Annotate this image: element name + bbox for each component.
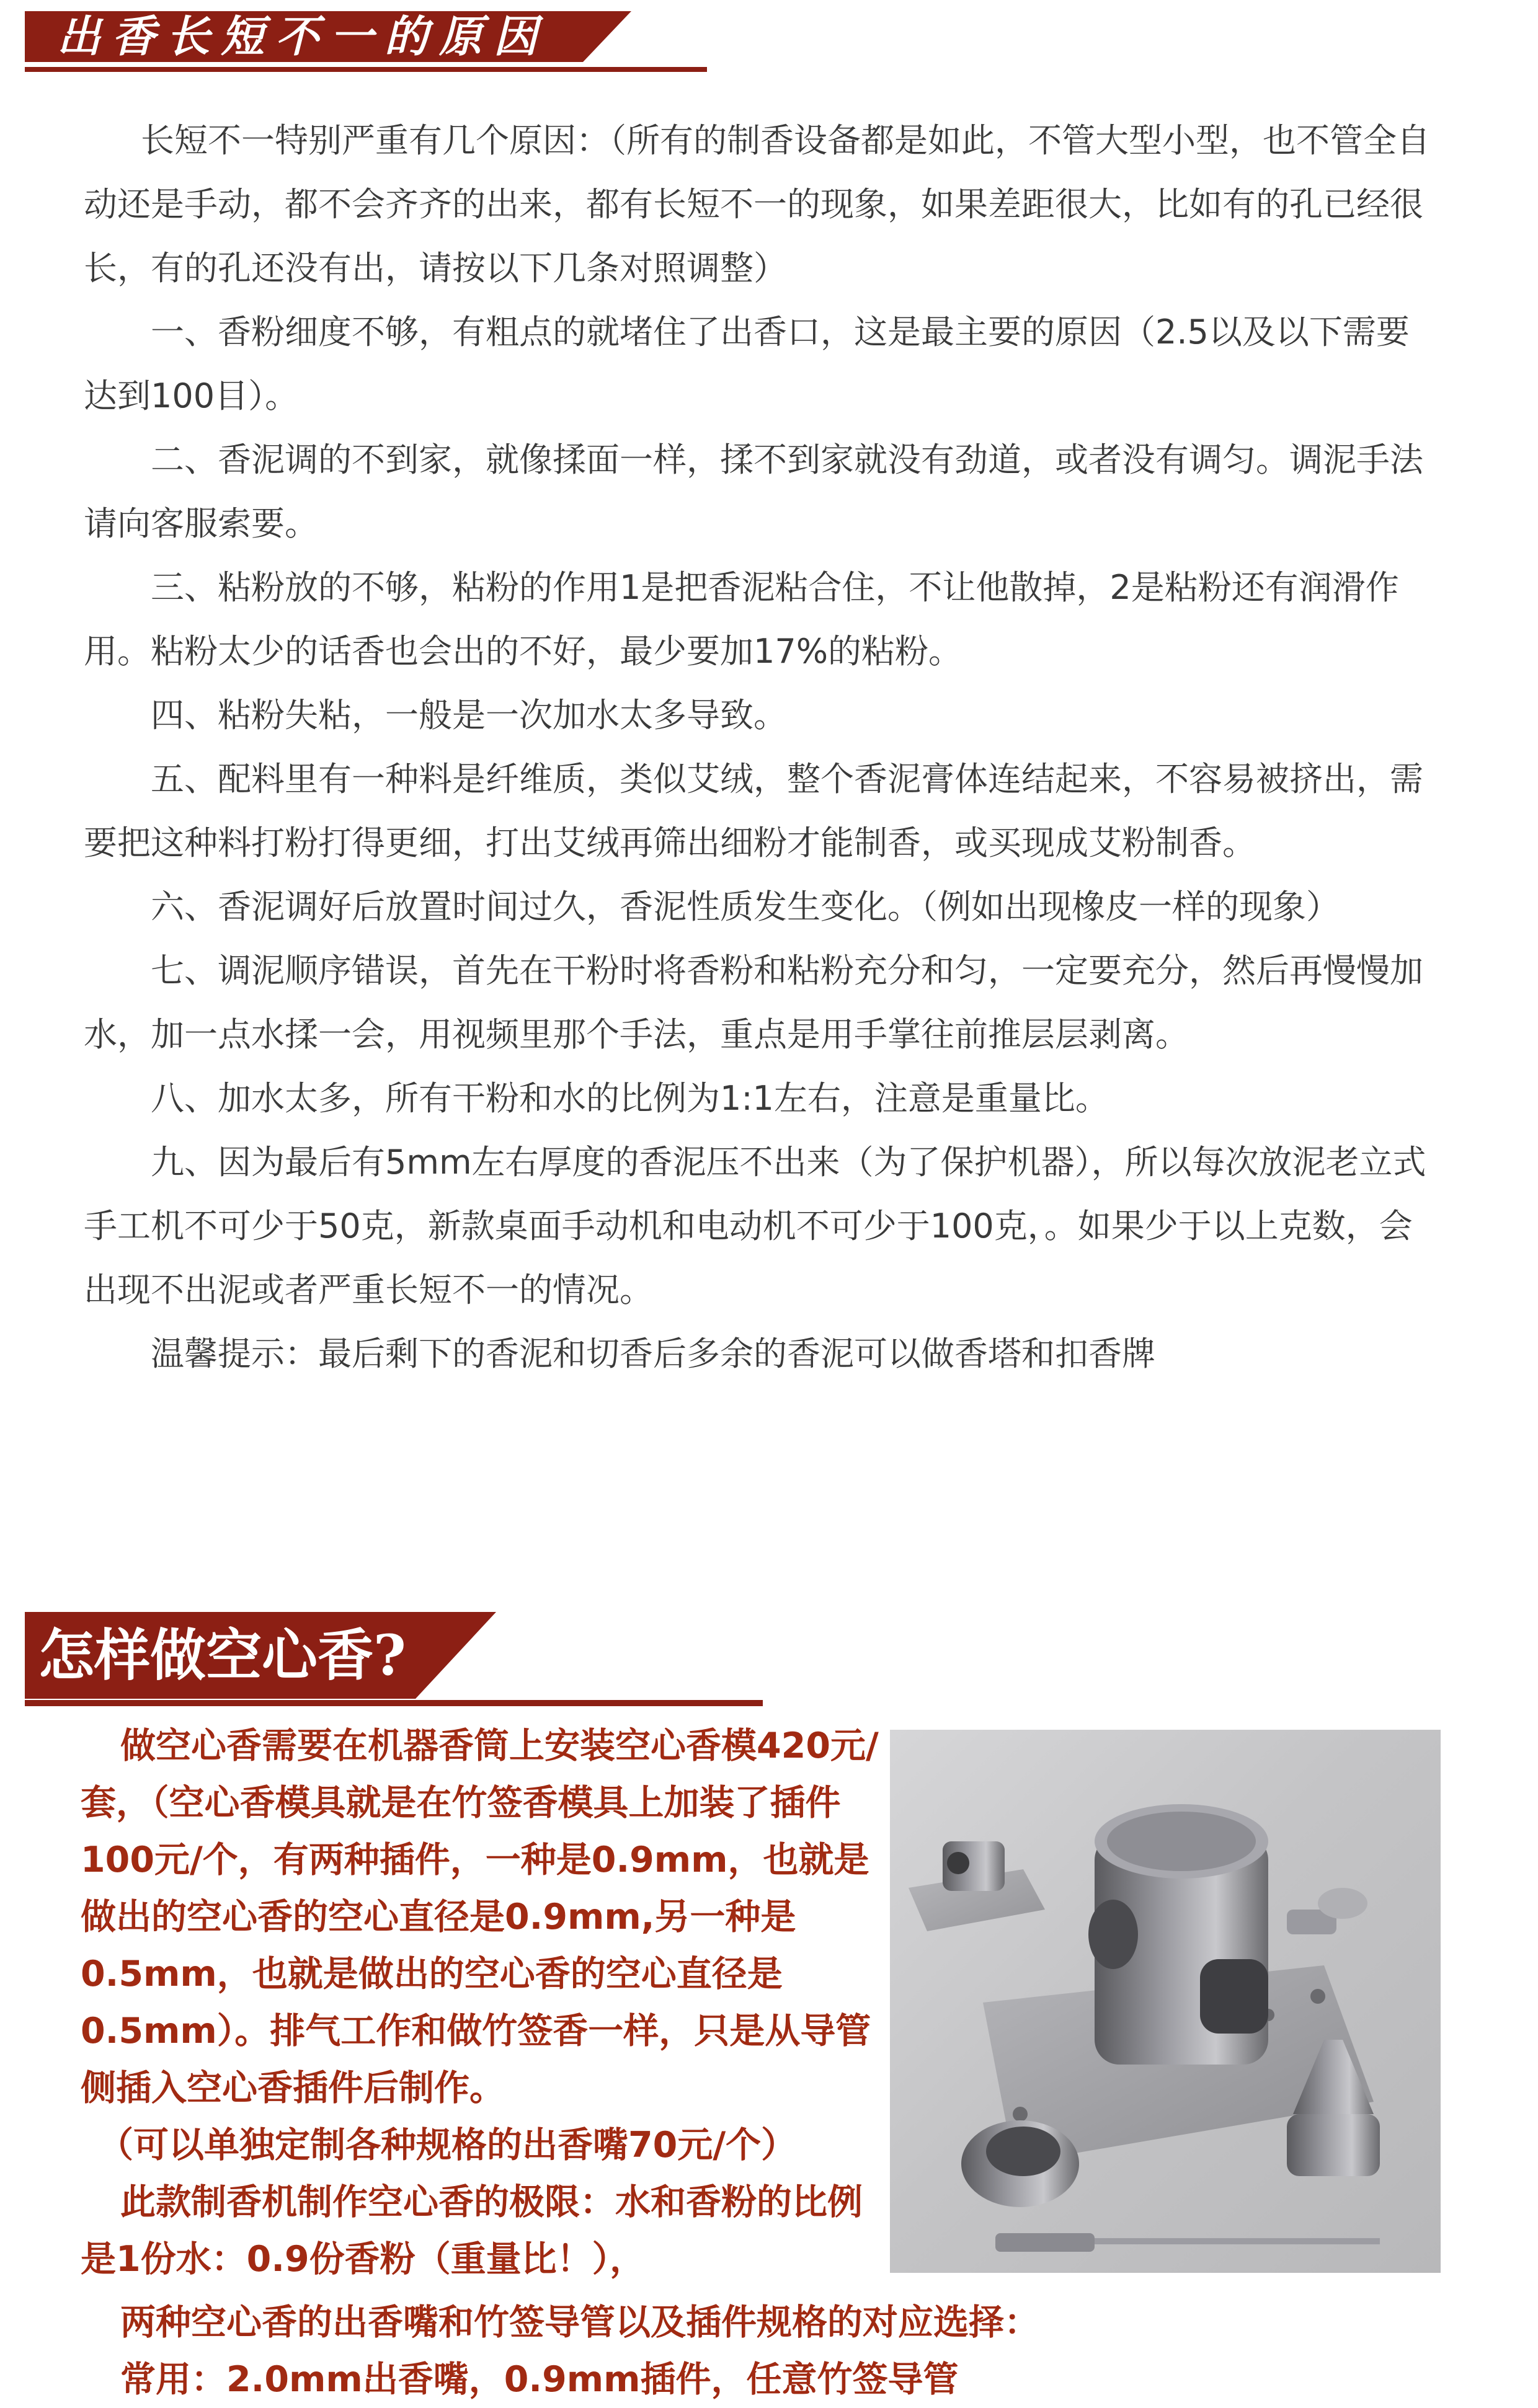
section2-para-selection: 两种空心香的出香嘴和竹签导管以及插件规格的对应选择： xyxy=(120,2302,1039,2343)
section1-item-4: 四、粘粉失粘，一般是一次加水太多导致。 xyxy=(151,696,787,735)
section1-item-5: 五、配料里有一种料是纤维质，类似艾绒，整个香泥膏体连结起来，不容易被挤出，需要把这种料打粉打得更细，打出艾绒再筛出细粉才能制香，或买现成艾粉制香。 xyxy=(84,759,1423,862)
section1-item-2: 二、香泥调的不到家，就像揉面一样，揉不到家就没有劲道，或者没有调匀。调泥手法请向客服索要。 xyxy=(84,440,1423,543)
section1-item-8: 八、加水太多，所有干粉和水的比例为1:1左右，注意是重量比。 xyxy=(151,1079,1109,1118)
section1-item-6: 六、香泥调好后放置时间过久，香泥性质发生变化。（例如出现橡皮一样的现象） xyxy=(151,887,1340,926)
section1-item-7: 七、调泥顺序错误，首先在干粉时将香粉和粘粉充分和匀，一定要充分，然后再慢慢加水，加一点水揉一会，用视频里那个手法，重点是用手掌往前推层层剥离。 xyxy=(84,951,1423,1054)
section1-item-3: 三、粘粉放的不够，粘粉的作用1是把香泥粘合住，不让他散掉，2是粘粉还有润滑作用。粘粉太少的话香也会出的不好，最少要加17%的粘粉。 xyxy=(84,568,1399,671)
section2-body xyxy=(81,1717,887,2288)
section2-tail xyxy=(120,2294,1485,2408)
mold-parts-illustration xyxy=(890,1730,1441,2273)
section1-title: 出香长短不一的原因 xyxy=(57,11,548,62)
section1-item-1: 一、香粉细度不够，有粗点的就堵住了出香口，这是最主要的原因（2.5以及以下需要达到100目）。 xyxy=(84,312,1410,415)
section1-intro: 长短不一特别严重有几个原因：（所有的制香设备都是如此，不管大型小型，也不管全自动还是手动，都不会齐齐的出来，都有长短不一的现象，如果差距很大，比如有的孔已经很长，有的孔还没有出，请按以下几条对照调整） xyxy=(84,121,1430,288)
hollow-incense-mold-photo xyxy=(890,1730,1441,2273)
section2-para-limit: 此款制香机制作空心香的极限：水和香粉的比例是1份水：0.9份香粉（重量比！）， xyxy=(81,2182,863,2280)
section2-title: 怎样做空心香? xyxy=(38,1622,406,1688)
section2-para-main: 做空心香需要在机器香筒上安装空心香模420元/套，（空心香模具就是在竹签香模具上加装了插件100元/个，有两种插件，一种是0.9mm，也就是做出的空心香的空心直径是0.9mm,另一种是0.5mm，也就是做出的空心香的空心直径是0.5mm）。排气工作和做竹签香一样，只是从导管侧插入空心香插件后制作。 xyxy=(81,1725,879,2109)
section1-tip: 温馨提示：最后剩下的香泥和切香后多余的香泥可以做香塔和扣香牌 xyxy=(151,1334,1155,1373)
section2-banner xyxy=(25,1612,416,1699)
section2-para-common: 常用：2.0mm出香嘴，0.9mm插件，任意竹签导管 xyxy=(120,2359,959,2400)
section1-banner xyxy=(25,11,583,62)
section1-item-9: 九、因为最后有5mm左右厚度的香泥压不出来（为了保护机器），所以每次放泥老立式手工机不可少于50克，新款桌面手动机和电动机不可少于100克，。如果少于以上克数，会出现不出泥或者严重长短不一的情况。 xyxy=(84,1143,1426,1309)
section1-banner-underline xyxy=(25,67,707,72)
section2-banner-underline xyxy=(25,1700,763,1706)
section1-body xyxy=(84,108,1436,1386)
section2-para-custom: （可以单独定制各种规格的出香嘴70元/个） xyxy=(98,2125,797,2166)
